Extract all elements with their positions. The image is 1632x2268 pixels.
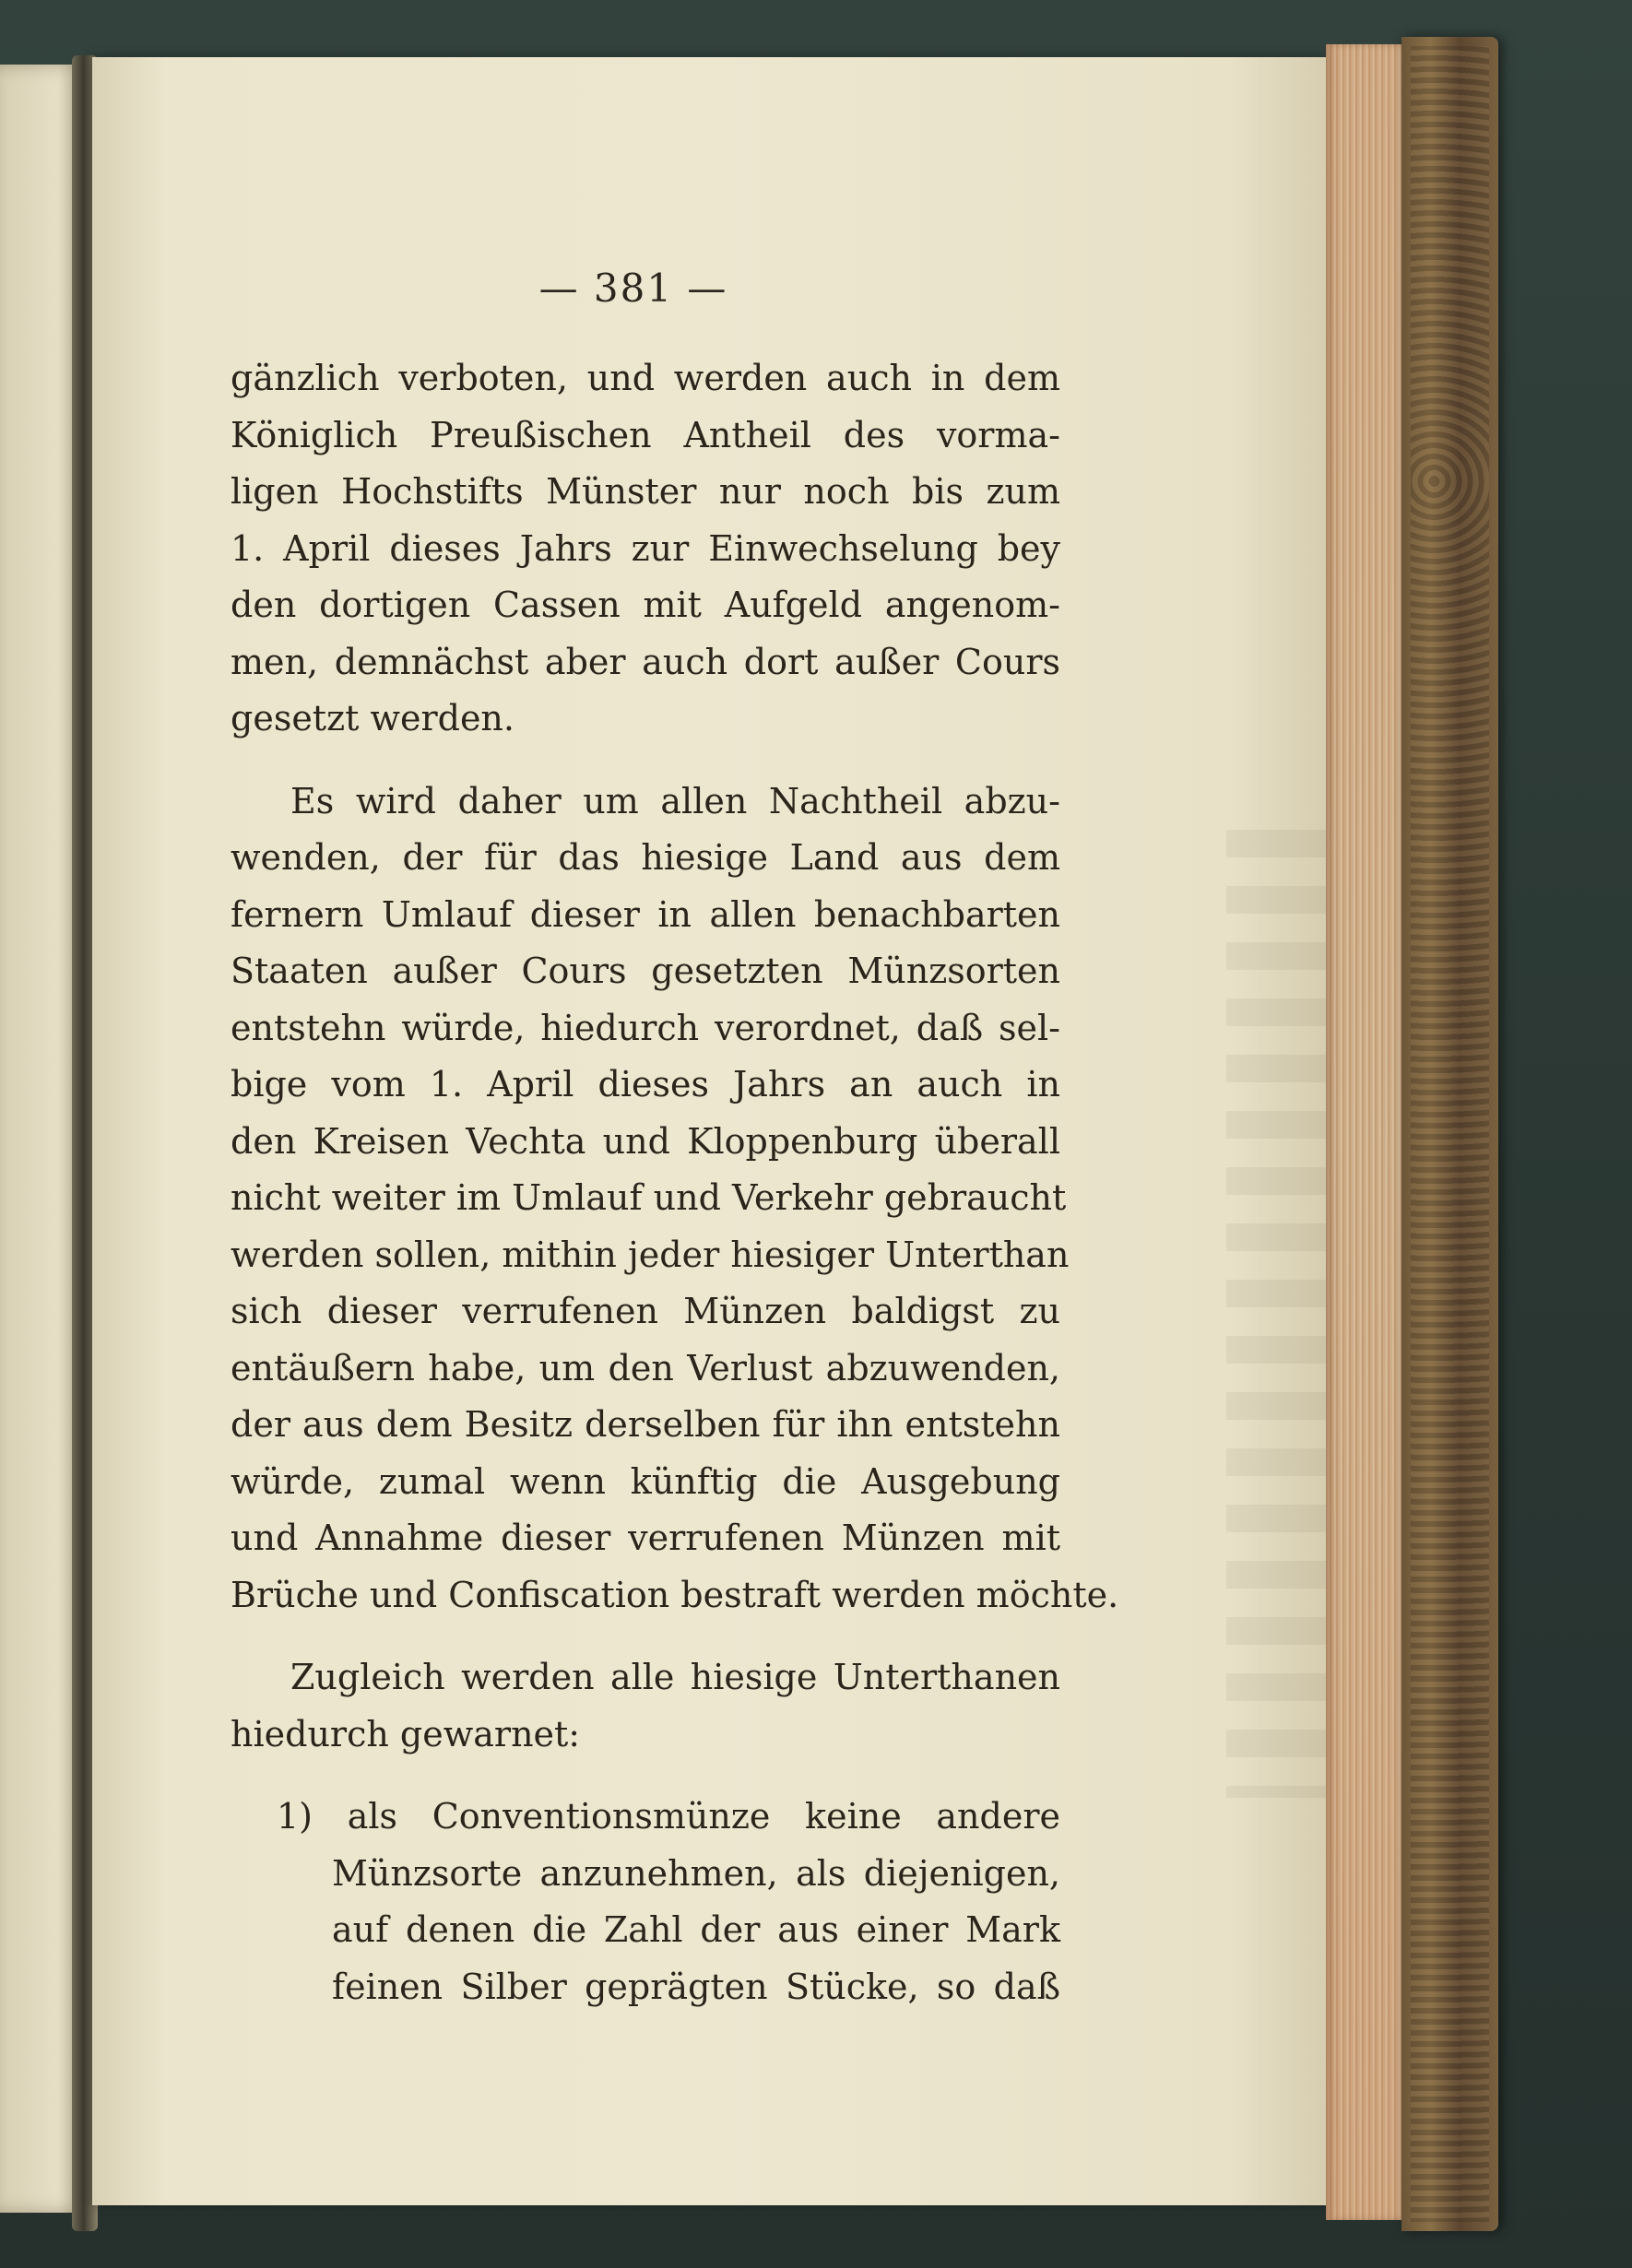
paragraph-2: [231, 774, 1119, 1624]
text-line: feinen Silber geprägten Stücke, so daß: [332, 1966, 1060, 2007]
text-line: 1. April dieses Jahrs zur Einwechselung bey: [231, 527, 1060, 569]
text-line: den dortigen Cassen mit Aufgeld angenom-: [231, 585, 1060, 625]
book-cover: [1401, 37, 1498, 2231]
text-line: sich dieser verrufenen Münzen baldigst zu: [231, 1291, 1060, 1331]
text-line: gänzlich verboten, und werden auch in dem: [231, 358, 1060, 398]
paragraph-3: [231, 1649, 1060, 1763]
list-item-1: [231, 1789, 1060, 2015]
text-line: Zugleich werden alle hiesige Unterthanen: [290, 1657, 1060, 1697]
text-line: und Annahme dieser verrufenen Münzen mit: [231, 1518, 1060, 1558]
text-line: wenden, der für das hiesige Land aus dem: [231, 837, 1060, 878]
text-line: Es wird daher um allen Nachtheil abzu-: [290, 780, 1060, 821]
text-line: Staaten außer Cours gesetzten Münzsorten: [231, 951, 1060, 991]
text-line: entäußern habe, um den Verlust abzuwenden,: [231, 1347, 1060, 1388]
page-number: — 381 —: [538, 266, 728, 311]
paragraph-gap: [231, 1624, 1060, 1649]
text-line: bige vom 1. April dieses Jahrs an auch in: [231, 1064, 1060, 1104]
text-line: ligen Hochstifts Münster nur noch bis zum: [231, 471, 1060, 512]
text-line: 1) als Conventionsmünze keine andere: [277, 1796, 1060, 1837]
text-line: men, demnächst aber auch dort außer Cours: [231, 641, 1060, 682]
show-through: [1226, 830, 1328, 1798]
text-line: nicht weiter im Umlauf und Verkehr gebraucht: [231, 1177, 1067, 1218]
page-text: [231, 350, 1119, 2015]
text-line: gesetzt werden.: [231, 698, 514, 738]
text-line: werden sollen, mithin jeder hiesiger Unterthan: [231, 1234, 1070, 1275]
page-edges: [1326, 44, 1409, 2220]
text-line: hiedurch gewarnet:: [231, 1713, 581, 1754]
paragraph-gap: [231, 1763, 1060, 1789]
text-line: Münzsorte anzunehmen, als diejenigen,: [332, 1852, 1060, 1894]
text-line: würde, zumal wenn künftig die Ausgebung: [231, 1460, 1060, 1502]
text-line: fernern Umlauf dieser in allen benachbarten: [231, 893, 1060, 935]
text-line: entstehn würde, hiedurch verordnet, daß sel-: [231, 1007, 1060, 1048]
left-page-edge: [0, 65, 83, 2213]
text-line: auf denen die Zahl der aus einer Mark: [332, 1909, 1060, 1950]
text-line: den Kreisen Vechta und Kloppenburg überall: [231, 1120, 1060, 1162]
text-line: Brüche und Confiscation bestraft werden möchte.: [231, 1574, 1119, 1615]
paragraph-gap: [231, 748, 1060, 774]
text-line: der aus dem Besitz derselben für ihn entstehn: [231, 1404, 1060, 1445]
text-line: Königlich Preußischen Antheil des vorma-: [231, 414, 1060, 455]
paragraph-1: [231, 350, 1060, 748]
